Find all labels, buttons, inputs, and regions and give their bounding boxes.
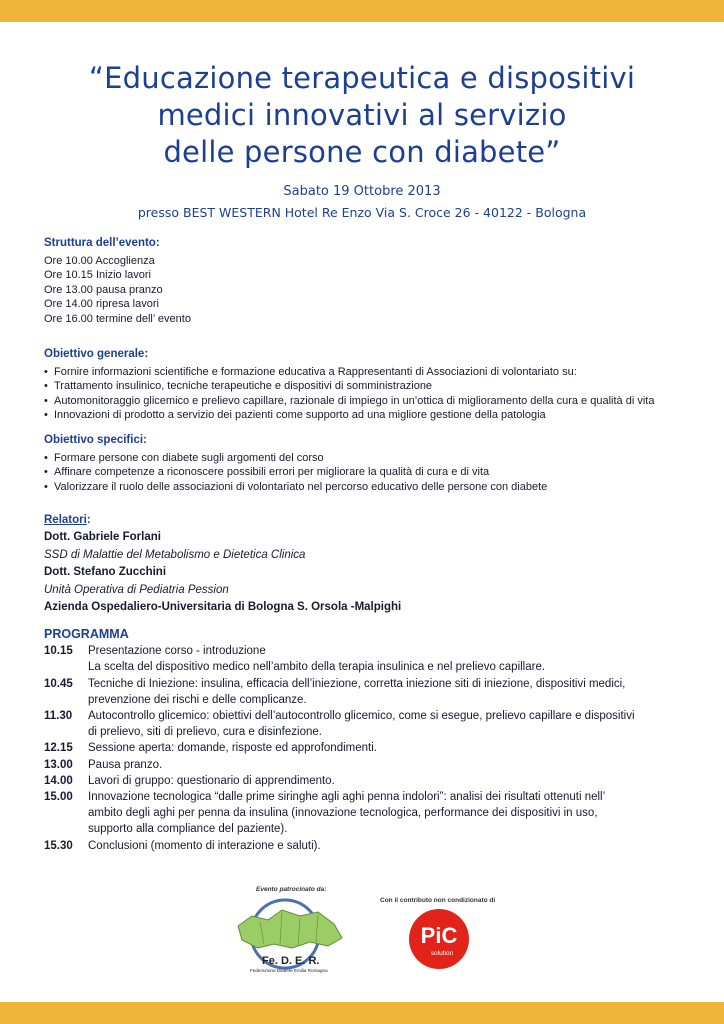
bottom-accent-bar <box>0 1002 724 1024</box>
program-description <box>88 676 684 708</box>
program-time: 15.30 <box>44 839 73 852</box>
program-time: 12.15 <box>44 742 73 755</box>
relatori-colon: : <box>86 514 91 526</box>
program-time: 15.00 <box>44 791 73 804</box>
title-line: “Educazione terapeutica e dispositivi <box>88 61 636 95</box>
pic-name: PiC <box>420 923 458 948</box>
bullet-item: • Valorizzare il ruolo delle associazioni di volontariato nel percorso educativo delle persone con diabete <box>44 480 694 495</box>
bullet-item: • Automonitoraggio glicemico e prelievo capillare, razionale di impiego in un’ottica di miglioramento della cura e qualità di vita <box>44 394 694 409</box>
relatori-heading: Relatori <box>44 514 87 526</box>
program-line: Presentazione corso - introduzione <box>88 645 266 658</box>
obiettivo-specifici-section <box>44 433 694 494</box>
program-row <box>44 789 684 838</box>
speaker-name: Dott. Stefano Zucchini <box>44 566 167 579</box>
schedule-item: Ore 10.15 Inizio lavori <box>44 269 151 282</box>
program-row <box>44 740 684 756</box>
program-time: 10.45 <box>44 677 73 690</box>
bullet-item: • Trattamento insulinico, tecniche terapeutiche e dispositivi di somministrazione <box>44 379 694 394</box>
program-line: ambito degli aghi per penna da insulina (innovazione tecnologica, performance dei dispositivi in uso, <box>88 807 598 820</box>
struttura-section <box>44 236 694 327</box>
sponsor-caption: Con il contributo non condizionato di <box>380 897 496 904</box>
schedule-item: Ore 14.00 ripresa lavori <box>44 298 159 311</box>
program-line: di prelievo, siti di prelievo, cura e disinfezione. <box>88 726 322 739</box>
bullet-item: • Innovazioni di prodotto a servizio dei pazienti come supporto ad una migliore gestione della patologia <box>44 408 694 423</box>
program-row <box>44 708 684 740</box>
event-venue: presso BEST WESTERN Hotel Re Enzo Via S. Croce 26 - 40122 - Bologna <box>137 205 587 220</box>
title-line: delle persone con diabete” <box>163 135 561 169</box>
schedule-item: Ore 16.00 termine dell’ evento <box>44 312 191 325</box>
program-time: 14.00 <box>44 774 73 787</box>
feder-logo <box>230 896 350 976</box>
program-description <box>88 708 684 740</box>
title-line: medici innovativi al servizio <box>157 98 567 132</box>
program-description <box>88 757 684 773</box>
institution: Azienda Ospedaliero-Universitaria di Bologna S. Orsola -Malpighi <box>44 601 402 614</box>
program-row <box>44 773 684 789</box>
program-line: Pausa pranzo. <box>88 758 163 771</box>
program-row <box>44 643 684 675</box>
program-row <box>44 757 684 773</box>
program-description <box>88 789 684 838</box>
obiettivo-generale-heading: Obiettivo generale: <box>44 348 149 360</box>
program-line: Sessione aperta: domande, risposte ed approfondimenti. <box>88 742 377 755</box>
speaker-affiliation: Unità Operativa di Pediatria Pession <box>44 583 229 596</box>
programma-heading: PROGRAMMA <box>44 627 129 641</box>
program-time: 10.15 <box>44 645 73 658</box>
page-title <box>0 60 724 171</box>
program-line: Conclusioni (momento di interazione e saluti). <box>88 839 321 852</box>
program-line: Innovazione tecnologica “dalle prime siringhe agli aghi penna indolori”: analisi dei risultati ottenuti nell’ <box>88 791 606 804</box>
struttura-heading: Struttura dell’evento: <box>44 237 160 249</box>
top-accent-bar <box>0 0 724 22</box>
program-row <box>44 676 684 708</box>
program-line: Tecniche di Iniezione: insulina, efficacia dell’iniezione, corretta iniezione siti di iniezione, dispositivi medici, <box>88 677 626 690</box>
relatori-section <box>44 512 694 616</box>
program-description <box>88 740 684 756</box>
program-line: Autocontrollo glicemico: obiettivi dell’autocontrollo glicemico, come si esegue, prelievo capillare e dispositivi <box>88 710 635 723</box>
feder-name: Fe. D. E. R. <box>262 955 320 967</box>
bullet-item: • Formare persone con diabete sugli argomenti del corso <box>44 451 694 466</box>
obiettivo-generale-section <box>44 347 694 423</box>
program-line: La scelta del dispositivo medico nell’ambito della terapia insulinica e nel prelievo capillare. <box>88 661 546 674</box>
bullet-item: • Fornire informazioni scientifiche e formazione educativa a Rappresentanti di Associazioni di volontariato su: <box>44 365 694 380</box>
feder-map-icon <box>230 896 350 976</box>
program-line: supporto alla compliance del paziente). <box>88 823 288 836</box>
pic-badge-icon <box>408 908 470 970</box>
program-description <box>88 773 684 789</box>
speaker-affiliation: SSD di Malattie del Metabolismo e Dietetica Clinica <box>44 548 306 561</box>
pic-logo <box>408 908 470 970</box>
event-date: Sabato 19 Ottobre 2013 <box>283 184 441 199</box>
feder-subtitle: Federazione Diabete Emilia Romagna <box>250 968 328 973</box>
program-description <box>88 838 684 854</box>
program-line: prevenzione dei rischi e delle complicanze. <box>88 693 307 706</box>
program-time: 13.00 <box>44 758 73 771</box>
relatori-heading-row <box>44 512 694 529</box>
speaker-name: Dott. Gabriele Forlani <box>44 531 161 544</box>
obiettivo-specifici-heading: Obiettivo specifici: <box>44 434 147 446</box>
programma-section <box>44 626 684 854</box>
program-description <box>88 643 684 675</box>
schedule-item: Ore 10.00 Accoglienza <box>44 254 155 267</box>
pic-subtitle: solution <box>430 950 454 957</box>
program-line: Lavori di gruppo: questionario di apprendimento. <box>88 774 335 787</box>
program-row <box>44 838 684 854</box>
program-time: 11.30 <box>44 710 73 723</box>
sponsor-caption: Evento patrocinato da: <box>256 886 327 893</box>
bullet-item: • Affinare competenze a riconoscere possibili errori per migliorare la qualità di cura e di vita <box>44 465 694 480</box>
schedule-item: Ore 13.00 pausa pranzo <box>44 283 163 296</box>
